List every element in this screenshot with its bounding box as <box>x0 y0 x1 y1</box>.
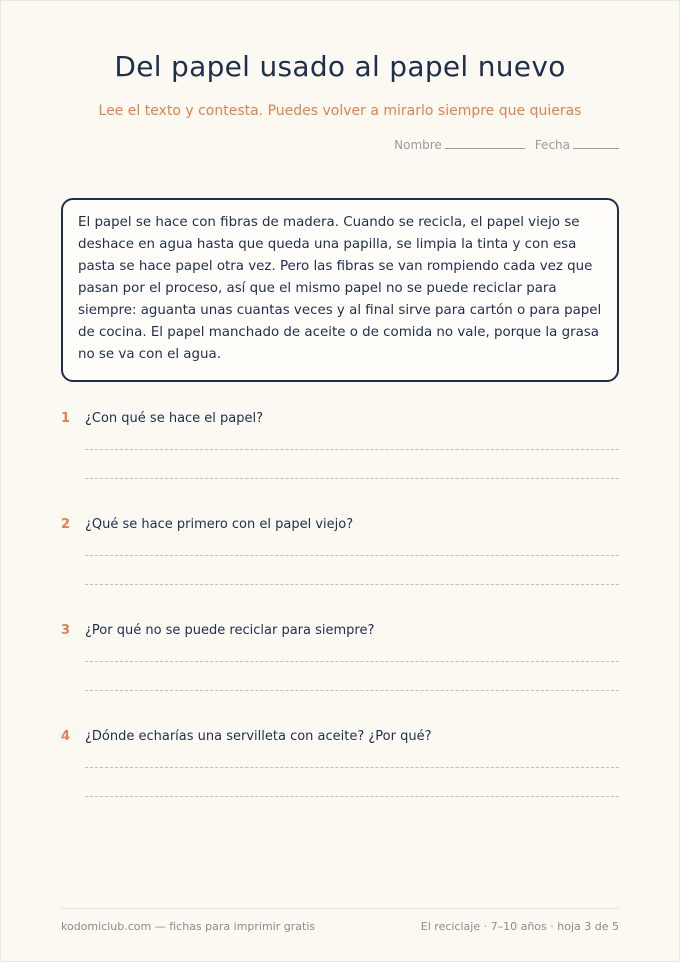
answer-line[interactable] <box>85 661 619 662</box>
question-text: ¿Por qué no se puede reciclar para siempre? <box>85 623 375 638</box>
question-number: 2 <box>61 517 71 532</box>
reading-text: El papel se hace con fibras de madera. Cuando se recicla, el papel viejo se deshace en agua hasta que queda una papilla, se limpia la tinta y con esa pasta se hace papel otra vez. Pero las fibras se van rompiendo cada vez que pasan por el proceso, así que el mismo papel no se puede reciclar para siempre: aguanta unas cuantas veces y al final sirve para cartón o para papel de cocina. El papel manchado de aceite o de comida no vale, porque la grasa no se va con el agua. <box>78 215 602 362</box>
question-text: ¿Dónde echarías una servilleta con aceite? ¿Por qué? <box>85 729 432 744</box>
question-1 <box>61 411 619 426</box>
question-3 <box>61 623 619 638</box>
page-title: Del papel usado al papel nuevo <box>114 50 566 83</box>
question-number: 3 <box>61 623 71 638</box>
question-number: 4 <box>61 729 71 744</box>
footer-divider <box>61 908 619 909</box>
question-text: ¿Qué se hace primero con el papel viejo? <box>85 517 354 532</box>
answer-line[interactable] <box>85 555 619 556</box>
instructions-subtitle: Lee el texto y contesta. Puedes volver a mirarlo siempre que quieras <box>98 103 582 119</box>
name-blank-line <box>445 147 525 149</box>
name-field[interactable] <box>394 138 525 152</box>
question-2 <box>61 517 619 532</box>
answer-line[interactable] <box>85 796 619 797</box>
answer-line[interactable] <box>85 767 619 768</box>
date-field[interactable] <box>535 138 619 152</box>
name-label: Nombre <box>394 138 442 152</box>
answer-line[interactable] <box>85 584 619 585</box>
date-blank-line <box>573 147 619 149</box>
footer-page-info: El reciclaje · 7–10 años · hoja 3 de 5 <box>420 920 619 933</box>
question-text: ¿Con qué se hace el papel? <box>85 411 264 426</box>
reading-text-box <box>61 198 619 382</box>
answer-line[interactable] <box>85 690 619 691</box>
footer-site-credit: kodomiclub.com — fichas para imprimir gratis <box>61 920 316 933</box>
question-number: 1 <box>61 411 71 426</box>
name-date-fields <box>394 138 619 152</box>
answer-line[interactable] <box>85 449 619 450</box>
question-4 <box>61 729 619 744</box>
date-label: Fecha <box>534 138 570 152</box>
answer-line[interactable] <box>85 478 619 479</box>
